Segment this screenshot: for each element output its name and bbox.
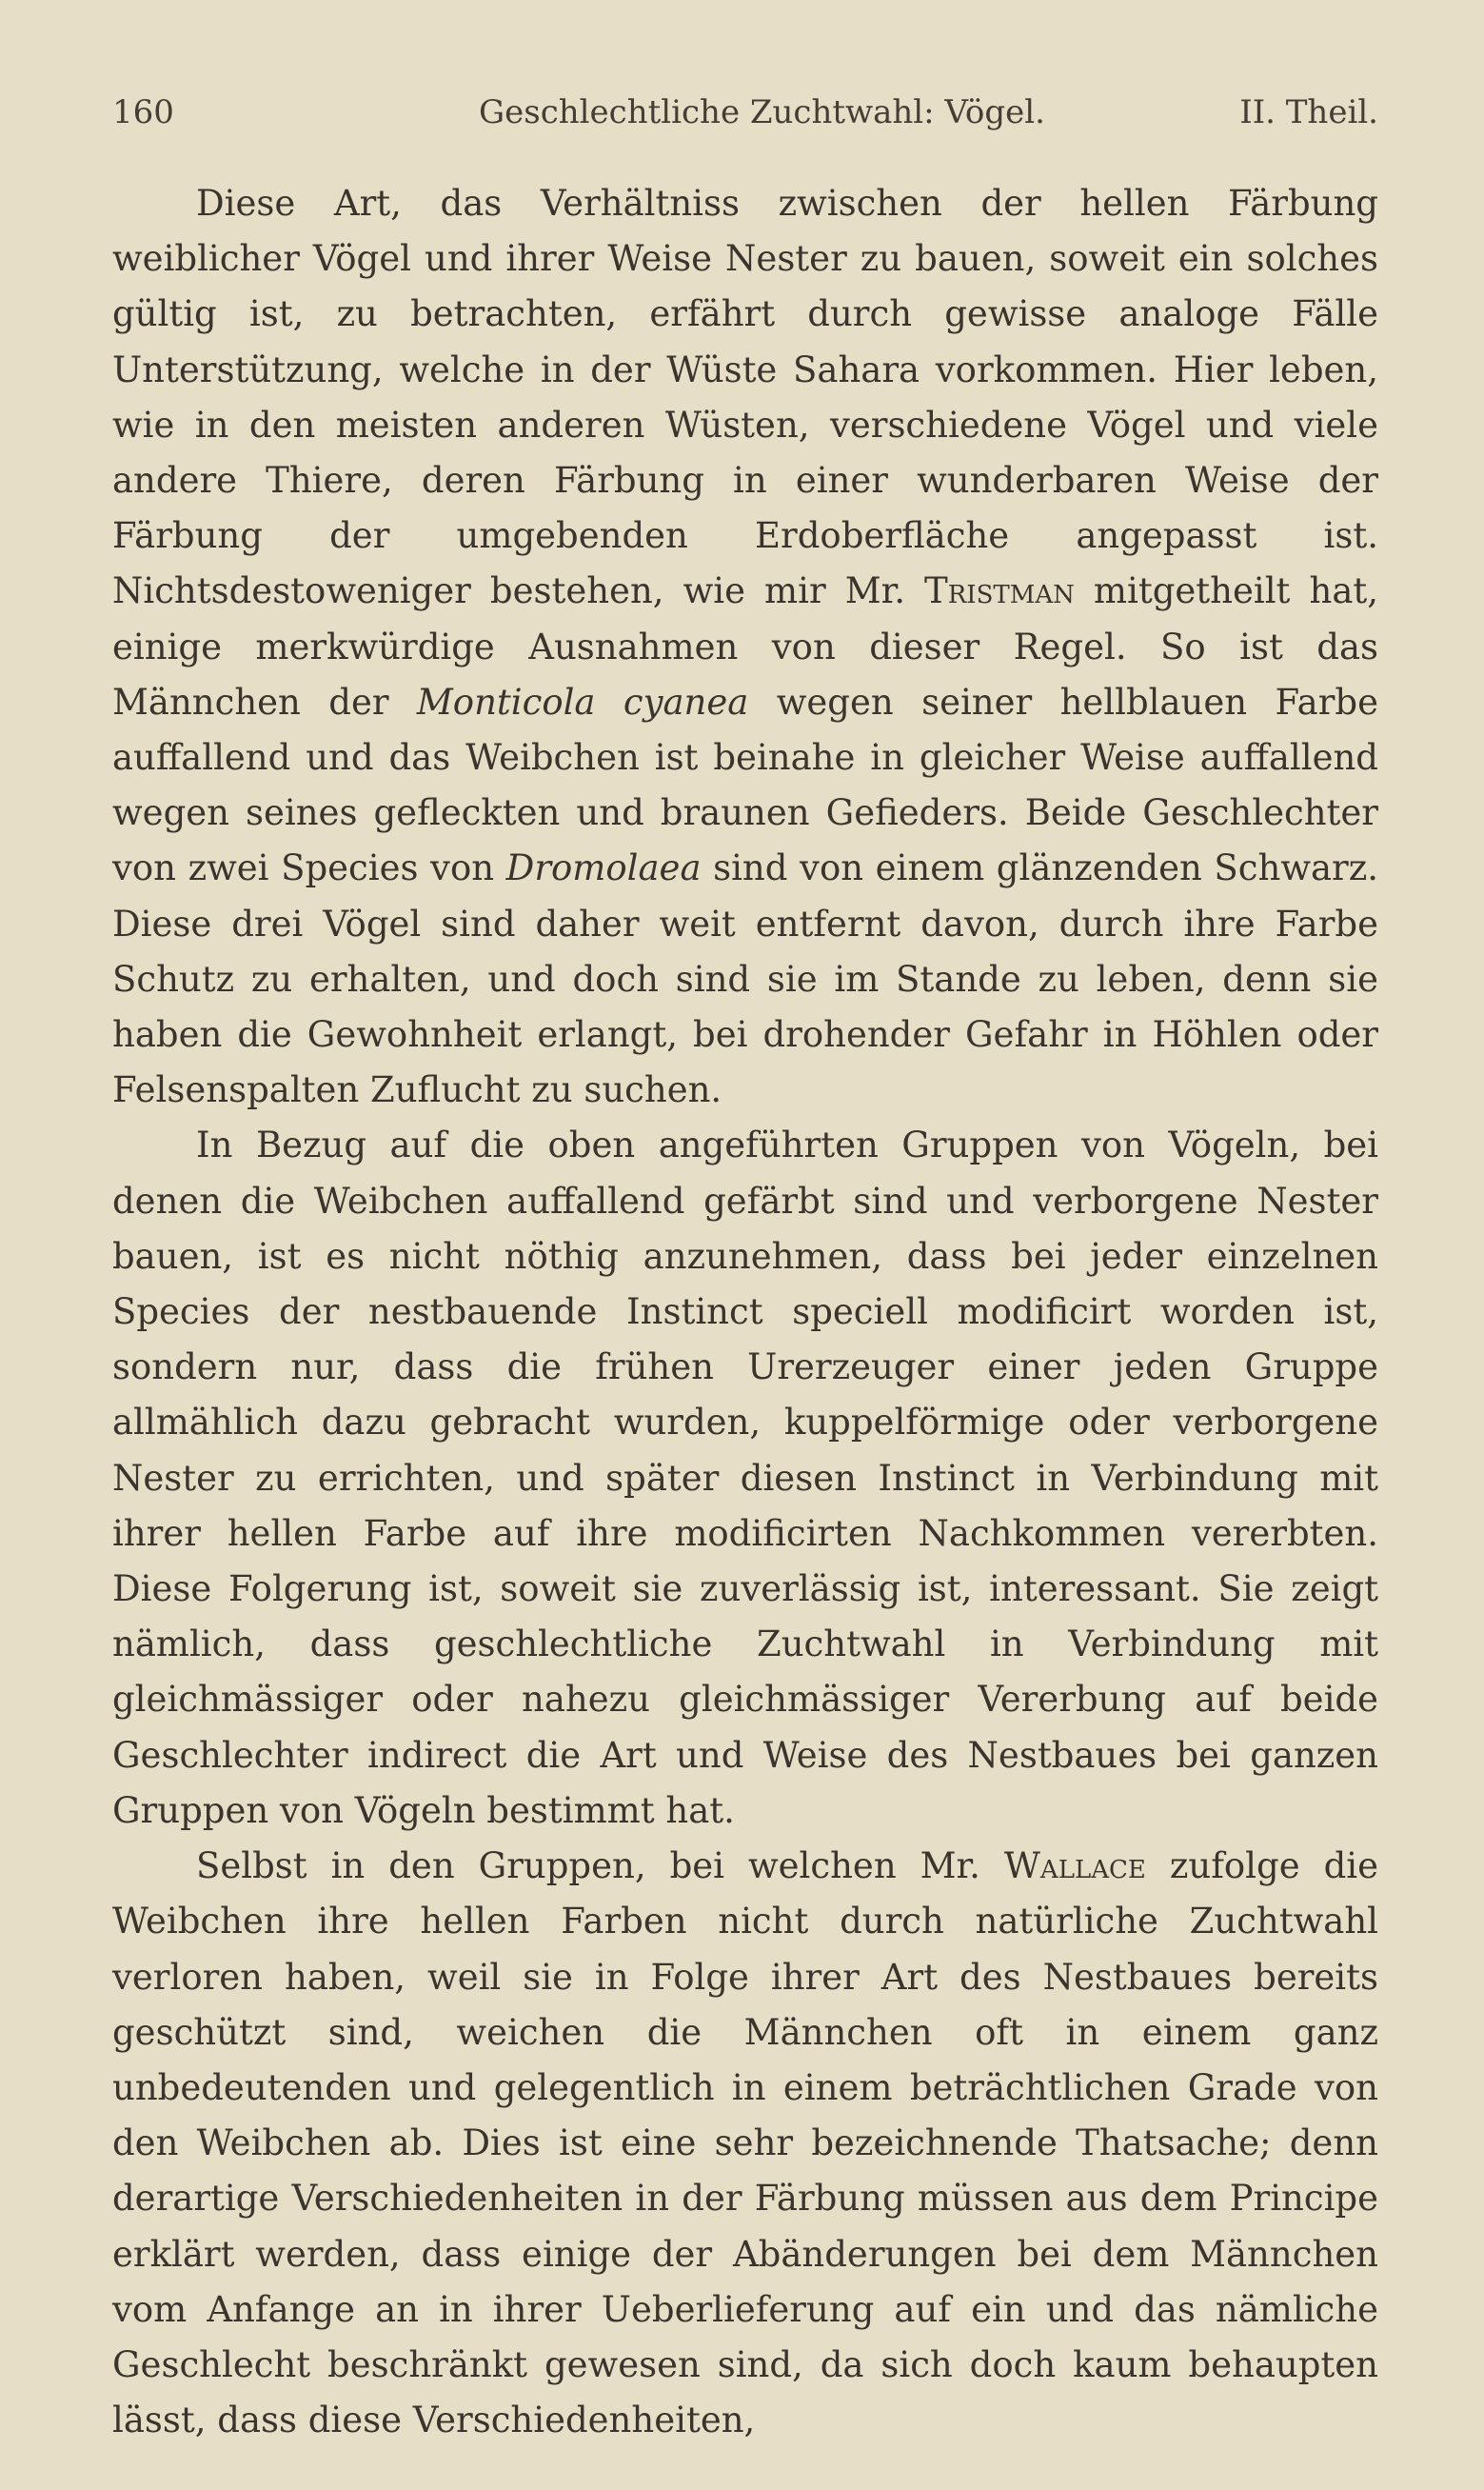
part-label: II. Theil. <box>1239 93 1378 131</box>
paragraph <box>112 176 1378 1118</box>
paragraph: In Bezug auf die oben angeführten Gruppen von Vögeln, bei denen die Weibchen auffallend gefärbt sind und verborgene Nester bauen, ist es nicht nöthig anzunehmen, dass bei jeder einzelnen Species der nestbauende Instinct speciell modificirt worden ist, sondern nur, dass die frühen Urerzeuger einer jeden Gruppe allmählich dazu gebracht wurden, kuppelförmige oder verborgene Nester zu errichten, und später diesen Instinct in Verbindung mit ihrer hellen Farbe auf ihre modificirten Nachkommen vererbten. Diese Folgerung ist, soweit sie zuverlässig ist, interessant. Sie zeigt nämlich, dass geschlechtliche Zuchtwahl in Verbindung mit gleichmässiger oder nahezu gleichmässiger Vererbung auf beide Geschlechter indirect die Art und Weise des Nestbaues bei ganzen Gruppen von Vögeln bestimmt hat. <box>112 1125 1378 1831</box>
text-segment: Selbst in den Gruppen, bei welchen Mr. <box>196 1845 1004 1887</box>
running-header <box>112 88 1378 137</box>
person-name: Wallace <box>1003 1845 1146 1887</box>
species-name: Monticola cyanea <box>416 681 749 723</box>
text-segment: sind von einem glänzenden Schwarz. Diese drei Vögel sind daher weit entfernt davon, durch ihre Farbe Schutz zu erhalten, und doch sind sie im Stande zu leben, denn sie haben die Gewohnheit erlangt, bei drohender Gefahr in Höhlen oder Felsenspalten Zuflucht zu suchen. <box>112 847 1378 1111</box>
text-segment: mitgetheilt hat, einige merkwürdige Ausnahmen von dieser Regel. So ist das Männchen der <box>112 570 1379 723</box>
text-segment: zufolge die Weibchen ihre hellen Farben nicht durch natürliche Zuchtwahl verloren haben, weil sie in Folge ihrer Art des Nestbaues bereits geschützt sind, weichen die Männchen oft in einem ganz unbedeutenden und gelegentlich in einem beträchtlichen Grade von den Weibchen ab. Dies ist eine sehr bezeichnende Thatsache; denn derartige Verschiedenheiten in der Färbung müssen aus dem Principe erklärt werden, dass einige der Abänderungen bei dem Männchen vom Anfange an in ihrer Ueberlieferung auf ein und das nämliche Geschlecht beschränkt gewesen sind, da sich doch kaum behaupten lässt, dass diese Verschiedenheiten, <box>112 1845 1378 2441</box>
paragraph <box>112 1839 1378 2448</box>
body-text <box>112 176 1378 2448</box>
text-segment: Diese Art, das Verhältniss zwischen der hellen Färbung weiblicher Vögel und ihrer Weise Nester zu bauen, soweit ein solches gültig ist, zu betrachten, erfährt durch gewisse analoge Fälle Unterstützung, welche in der Wüste Sahara vorkommen. Hier leben, wie in den meisten anderen Wüsten, verschiedene Vögel und viele andere Thiere, deren Färbung in einer wunderbaren Weise der Färbung der umgebenden Erdoberfläche angepasst ist. Nichtsdestoweniger bestehen, wie mir Mr. <box>112 183 1378 612</box>
species-name: Dromolaea <box>505 847 702 889</box>
running-title: Geschlechtliche Zuchtwahl: Vögel. <box>479 93 1045 131</box>
person-name: Tristman <box>924 570 1075 612</box>
page-number: 160 <box>112 93 174 131</box>
text-segment: wegen seiner hellblauen Farbe auffallend und das Weibchen ist beinahe in gleicher Weise auffallend wegen seines gefleckten und braunen Gefieders. Beide Geschlechter von zwei Species von <box>112 681 1378 889</box>
